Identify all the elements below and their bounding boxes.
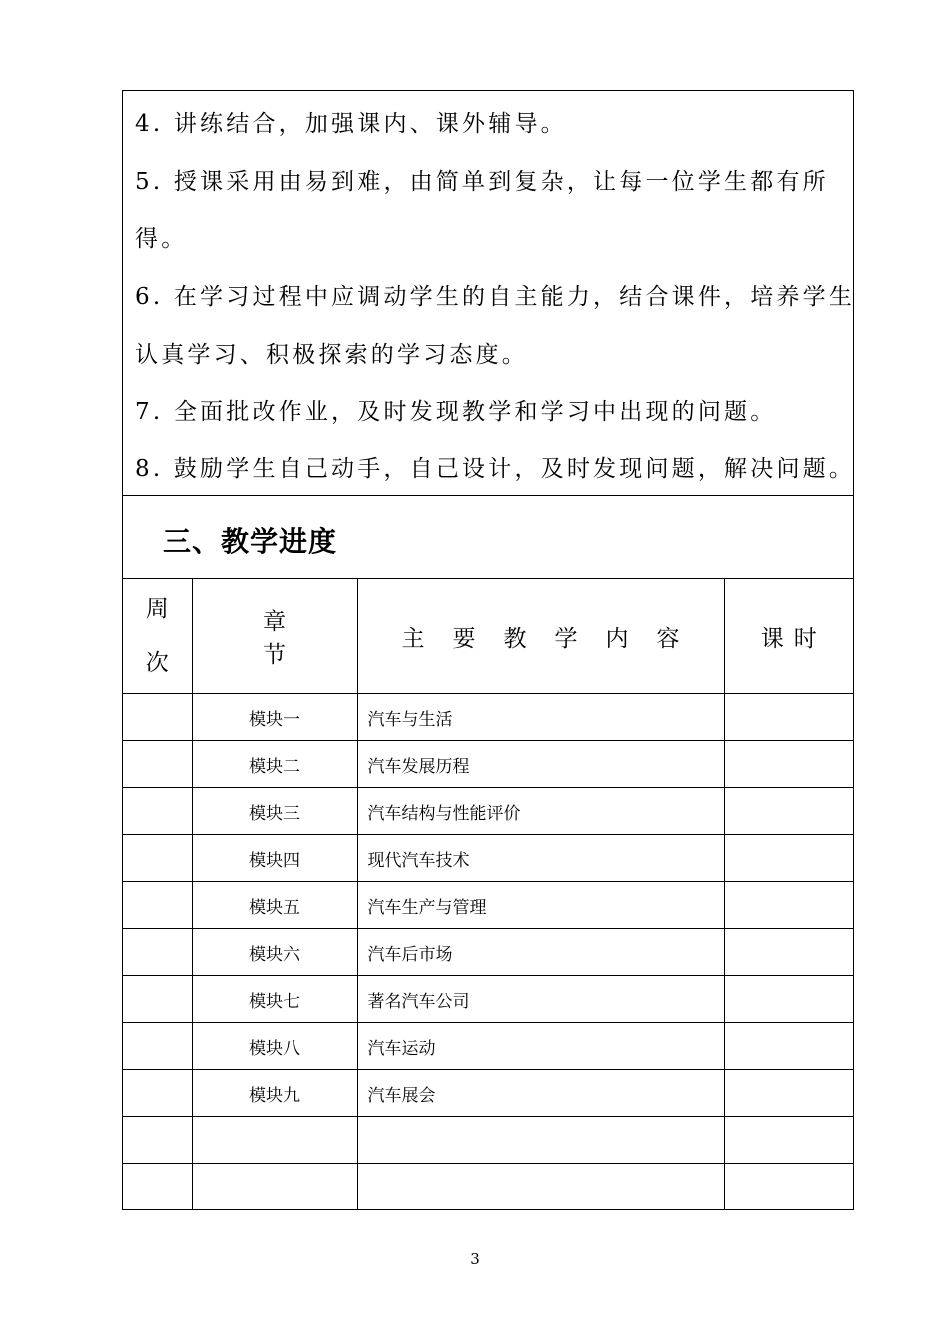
- section-title: 三、教学进度: [163, 525, 338, 558]
- cell-content: 现代汽车技术: [357, 835, 724, 882]
- paragraph-line: 认真学习、积极探索的学习态度。: [135, 342, 528, 368]
- cell-content: 汽车后市场: [357, 929, 724, 976]
- cell-hours: [724, 788, 853, 835]
- table-row: [123, 741, 853, 788]
- cell-content: 汽车生产与管理: [357, 882, 724, 929]
- cell-content: [357, 1117, 724, 1164]
- paragraph-line: 5. 授课采用由易到难，由简单到复杂，让每一位学生都有所: [135, 169, 829, 195]
- cell-chapter: 模块三: [192, 788, 357, 835]
- table-row: [123, 694, 853, 741]
- cell-chapter: 模块九: [192, 1070, 357, 1117]
- table-row: [123, 929, 853, 976]
- paragraph-line: 4. 讲练结合，加强课内、课外辅导。: [135, 111, 567, 137]
- cell-week: [123, 741, 192, 788]
- cell-chapter: [192, 1117, 357, 1164]
- cell-chapter: 模块六: [192, 929, 357, 976]
- cell-hours: [724, 1023, 853, 1070]
- schedule-table: [123, 579, 853, 1210]
- cell-week: [123, 882, 192, 929]
- paragraph-line: 6. 在学习过程中应调动学生的自主能力，结合课件，培养学生: [135, 284, 856, 310]
- table-row: [123, 835, 853, 882]
- cell-chapter: 模块一: [192, 694, 357, 741]
- cell-week: [123, 1164, 192, 1211]
- table-row: [123, 1117, 853, 1164]
- table-row: [123, 788, 853, 835]
- cell-week: [123, 835, 192, 882]
- header-chapter: 章节: [192, 579, 357, 694]
- cell-hours: [724, 741, 853, 788]
- section-heading-row: [123, 496, 853, 579]
- cell-hours: [724, 1164, 853, 1211]
- cell-content: 汽车发展历程: [357, 741, 724, 788]
- paragraph-line: 7. 全面批改作业，及时发现教学和学习中出现的问题。: [135, 399, 777, 425]
- cell-chapter: 模块八: [192, 1023, 357, 1070]
- cell-week: [123, 694, 192, 741]
- table-header-row: [123, 579, 853, 694]
- cell-week: [123, 1117, 192, 1164]
- table-row: [123, 976, 853, 1023]
- cell-hours: [724, 882, 853, 929]
- header-content: 主要教学内容: [357, 579, 724, 694]
- cell-hours: [724, 929, 853, 976]
- cell-chapter: 模块七: [192, 976, 357, 1023]
- cell-chapter: 模块五: [192, 882, 357, 929]
- header-week-line2: 次: [145, 650, 169, 676]
- table-row: [123, 1164, 853, 1211]
- cell-chapter: 模块四: [192, 835, 357, 882]
- cell-content: 汽车结构与性能评价: [357, 788, 724, 835]
- page-number: 3: [470, 1250, 480, 1268]
- header-week: [123, 579, 192, 694]
- paragraph-line: 8. 鼓励学生自己动手，自己设计，及时发现问题，解决问题。: [135, 456, 856, 482]
- table-row: [123, 1070, 853, 1117]
- cell-week: [123, 929, 192, 976]
- header-week-line1: 周: [145, 596, 169, 622]
- cell-content: 汽车与生活: [357, 694, 724, 741]
- header-hours: 课时: [724, 579, 853, 694]
- teaching-methods-block: [123, 91, 856, 496]
- cell-hours: [724, 1117, 853, 1164]
- cell-week: [123, 976, 192, 1023]
- table-row: [123, 1023, 853, 1070]
- cell-content: [357, 1164, 724, 1211]
- cell-content: 汽车展会: [357, 1070, 724, 1117]
- cell-content: 著名汽车公司: [357, 976, 724, 1023]
- cell-hours: [724, 976, 853, 1023]
- cell-week: [123, 788, 192, 835]
- table-row: [123, 882, 853, 929]
- document-frame: [122, 90, 854, 1210]
- cell-content: 汽车运动: [357, 1023, 724, 1070]
- cell-week: [123, 1023, 192, 1070]
- cell-week: [123, 1070, 192, 1117]
- paragraph-line: 得。: [135, 226, 188, 252]
- cell-hours: [724, 835, 853, 882]
- cell-hours: [724, 1070, 853, 1117]
- cell-chapter: [192, 1164, 357, 1211]
- cell-chapter: 模块二: [192, 741, 357, 788]
- cell-hours: [724, 694, 853, 741]
